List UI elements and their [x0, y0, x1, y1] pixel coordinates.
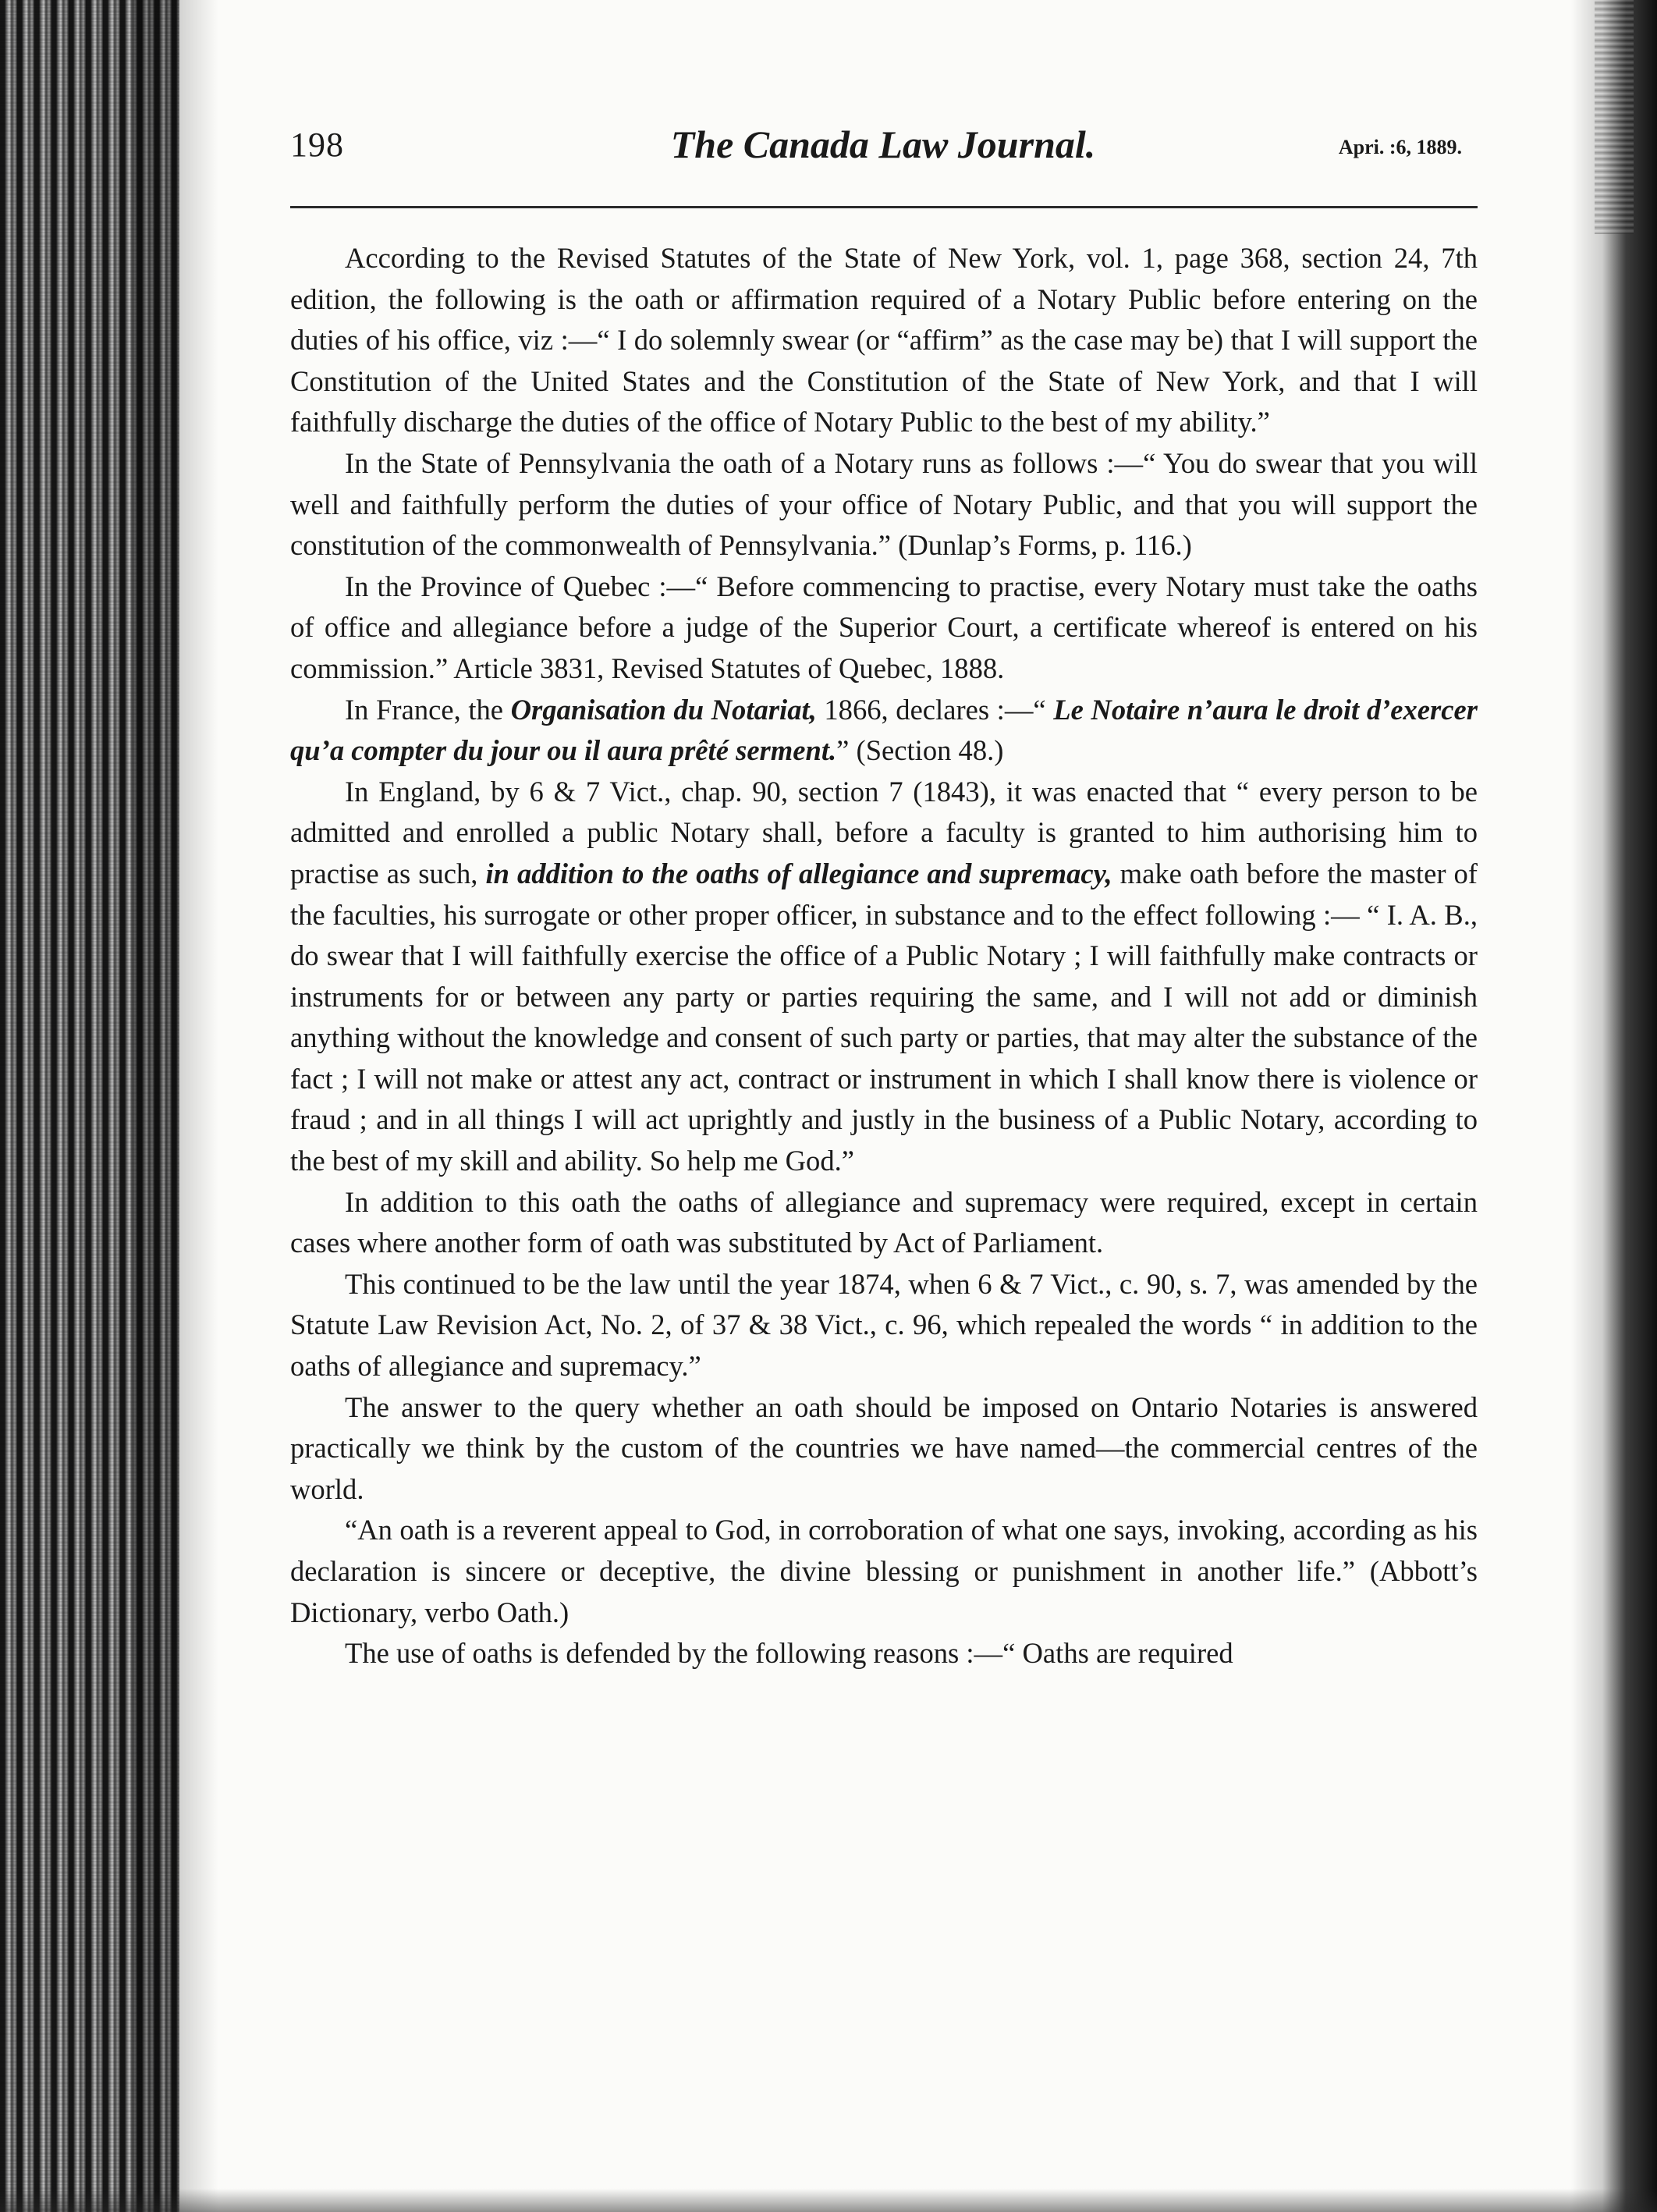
paragraph-oath-reasons: The use of oaths is defended by the following reasons :—“ Oaths are required	[345, 1637, 1233, 1670]
text-segment: In France, the	[345, 693, 511, 726]
issue-date: Apri. :6, 1889.	[1338, 136, 1462, 158]
page-number: 198	[290, 126, 344, 164]
italic-citation: Organisation du Notariat,	[510, 693, 817, 726]
paragraph-france	[290, 690, 1478, 772]
header-rule	[290, 206, 1478, 208]
italic-emphasis: in addition to the oaths of allegiance and supremacy,	[485, 857, 1112, 889]
running-header	[290, 122, 1478, 179]
text-segment: In England, by 6 & 7 Vict., chap. 90, section 7 (1843), it was enacted that “ every person to be admitted and enrolled a public Notary shall, before a faculty is granted to him authorising him to practise as such,	[290, 775, 1478, 889]
paragraph-ontario-answer: The answer to the query whether an oath should be imposed on Ontario Notaries is answered practically we think by the custom of the countries we have named—the commercial centres of the world.	[290, 1390, 1478, 1505]
right-edge-noise	[1595, 0, 1634, 234]
text-segment: 1866, declares :—“	[816, 693, 1054, 726]
binding-shadow	[133, 0, 218, 2212]
bottom-page-edge	[0, 2189, 1657, 2212]
text-segment: make oath before the master of the faculties, his surrogate or other proper officer, in substance and to the effect following :— “ I. A. B., do swear that I will faithfully exercise the office of a Public Notary ; I will faithfully make contracts or instruments for or between any party or parties requiring the same, and I will not add or diminish anything without the knowledge and consent of such party or parties, that may alter the substance of the fact ; I will not make or attest any act, contract or instrument in which I shall know there is violence or fraud ; and in all things I will act uprightly and justly in the business of a Public Notary, according to the best of my skill and ability. So help me God.”	[290, 857, 1478, 1177]
italic-quotation: Le Notaire n’aura le droit d’exercer qu’a compter du jour ou il aura prêté serment.	[290, 693, 1478, 767]
journal-title: The Canada Law Journal.	[670, 122, 1096, 166]
paragraph-statute-revision: This continued to be the law until the year 1874, when 6 & 7 Vict., c. 90, s. 7, was amended by the Statute Law Revision Act, No. 2, of 37 & 38 Vict., c. 96, which repealed the words “ in addition to the oaths of allegiance and supremacy.”	[290, 1267, 1478, 1383]
paragraph-new-york: According to the Revised Statutes of the State of New York, vol. 1, page 368, section 24, 7th edition, the following is the oath or affirmation required of a Notary Public before entering on the duties of his office, viz :—“ I do solemnly swear (or “affirm” as the case may be) that I will support the Constitution of the United States and the Constitution of the State of New York, and that I will faithfully discharge the duties of the office of Notary Public to the best of my ability.”	[290, 242, 1478, 438]
paragraph-additional-oaths: In addition to this oath the oaths of allegiance and supremacy were required, except in certain cases where another form of oath was substituted by Act of Parliament.	[290, 1185, 1478, 1259]
right-page-edge	[1571, 0, 1657, 2212]
text-segment: ” (Section 48.)	[836, 734, 1004, 767]
article-body	[290, 238, 1478, 1674]
paragraph-pennsylvania: In the State of Pennsylvania the oath of a Notary runs as follows :—“ You do swear that you will well and faithfully perform the duties of your office of Notary Public, and that you will support the constitution of the commonwealth of Pennsylvania.” (Dunlap’s Forms, p. 116.)	[290, 446, 1478, 562]
paragraph-oath-definition: “An oath is a reverent appeal to God, in corroboration of what one says, invoking, according as his declaration is sincere or deceptive, the divine blessing or punishment in another life.” (Abbott’s Dictionary, verbo Oath.)	[290, 1514, 1478, 1628]
paragraph-england	[290, 772, 1478, 1182]
paragraph-quebec: In the Province of Quebec :—“ Before commencing to practise, every Notary must take the oaths of office and allegiance before a judge of the Superior Court, a certificate whereof is entered on his commission.” Article 3831, Revised Statutes of Quebec, 1888.	[290, 570, 1478, 684]
